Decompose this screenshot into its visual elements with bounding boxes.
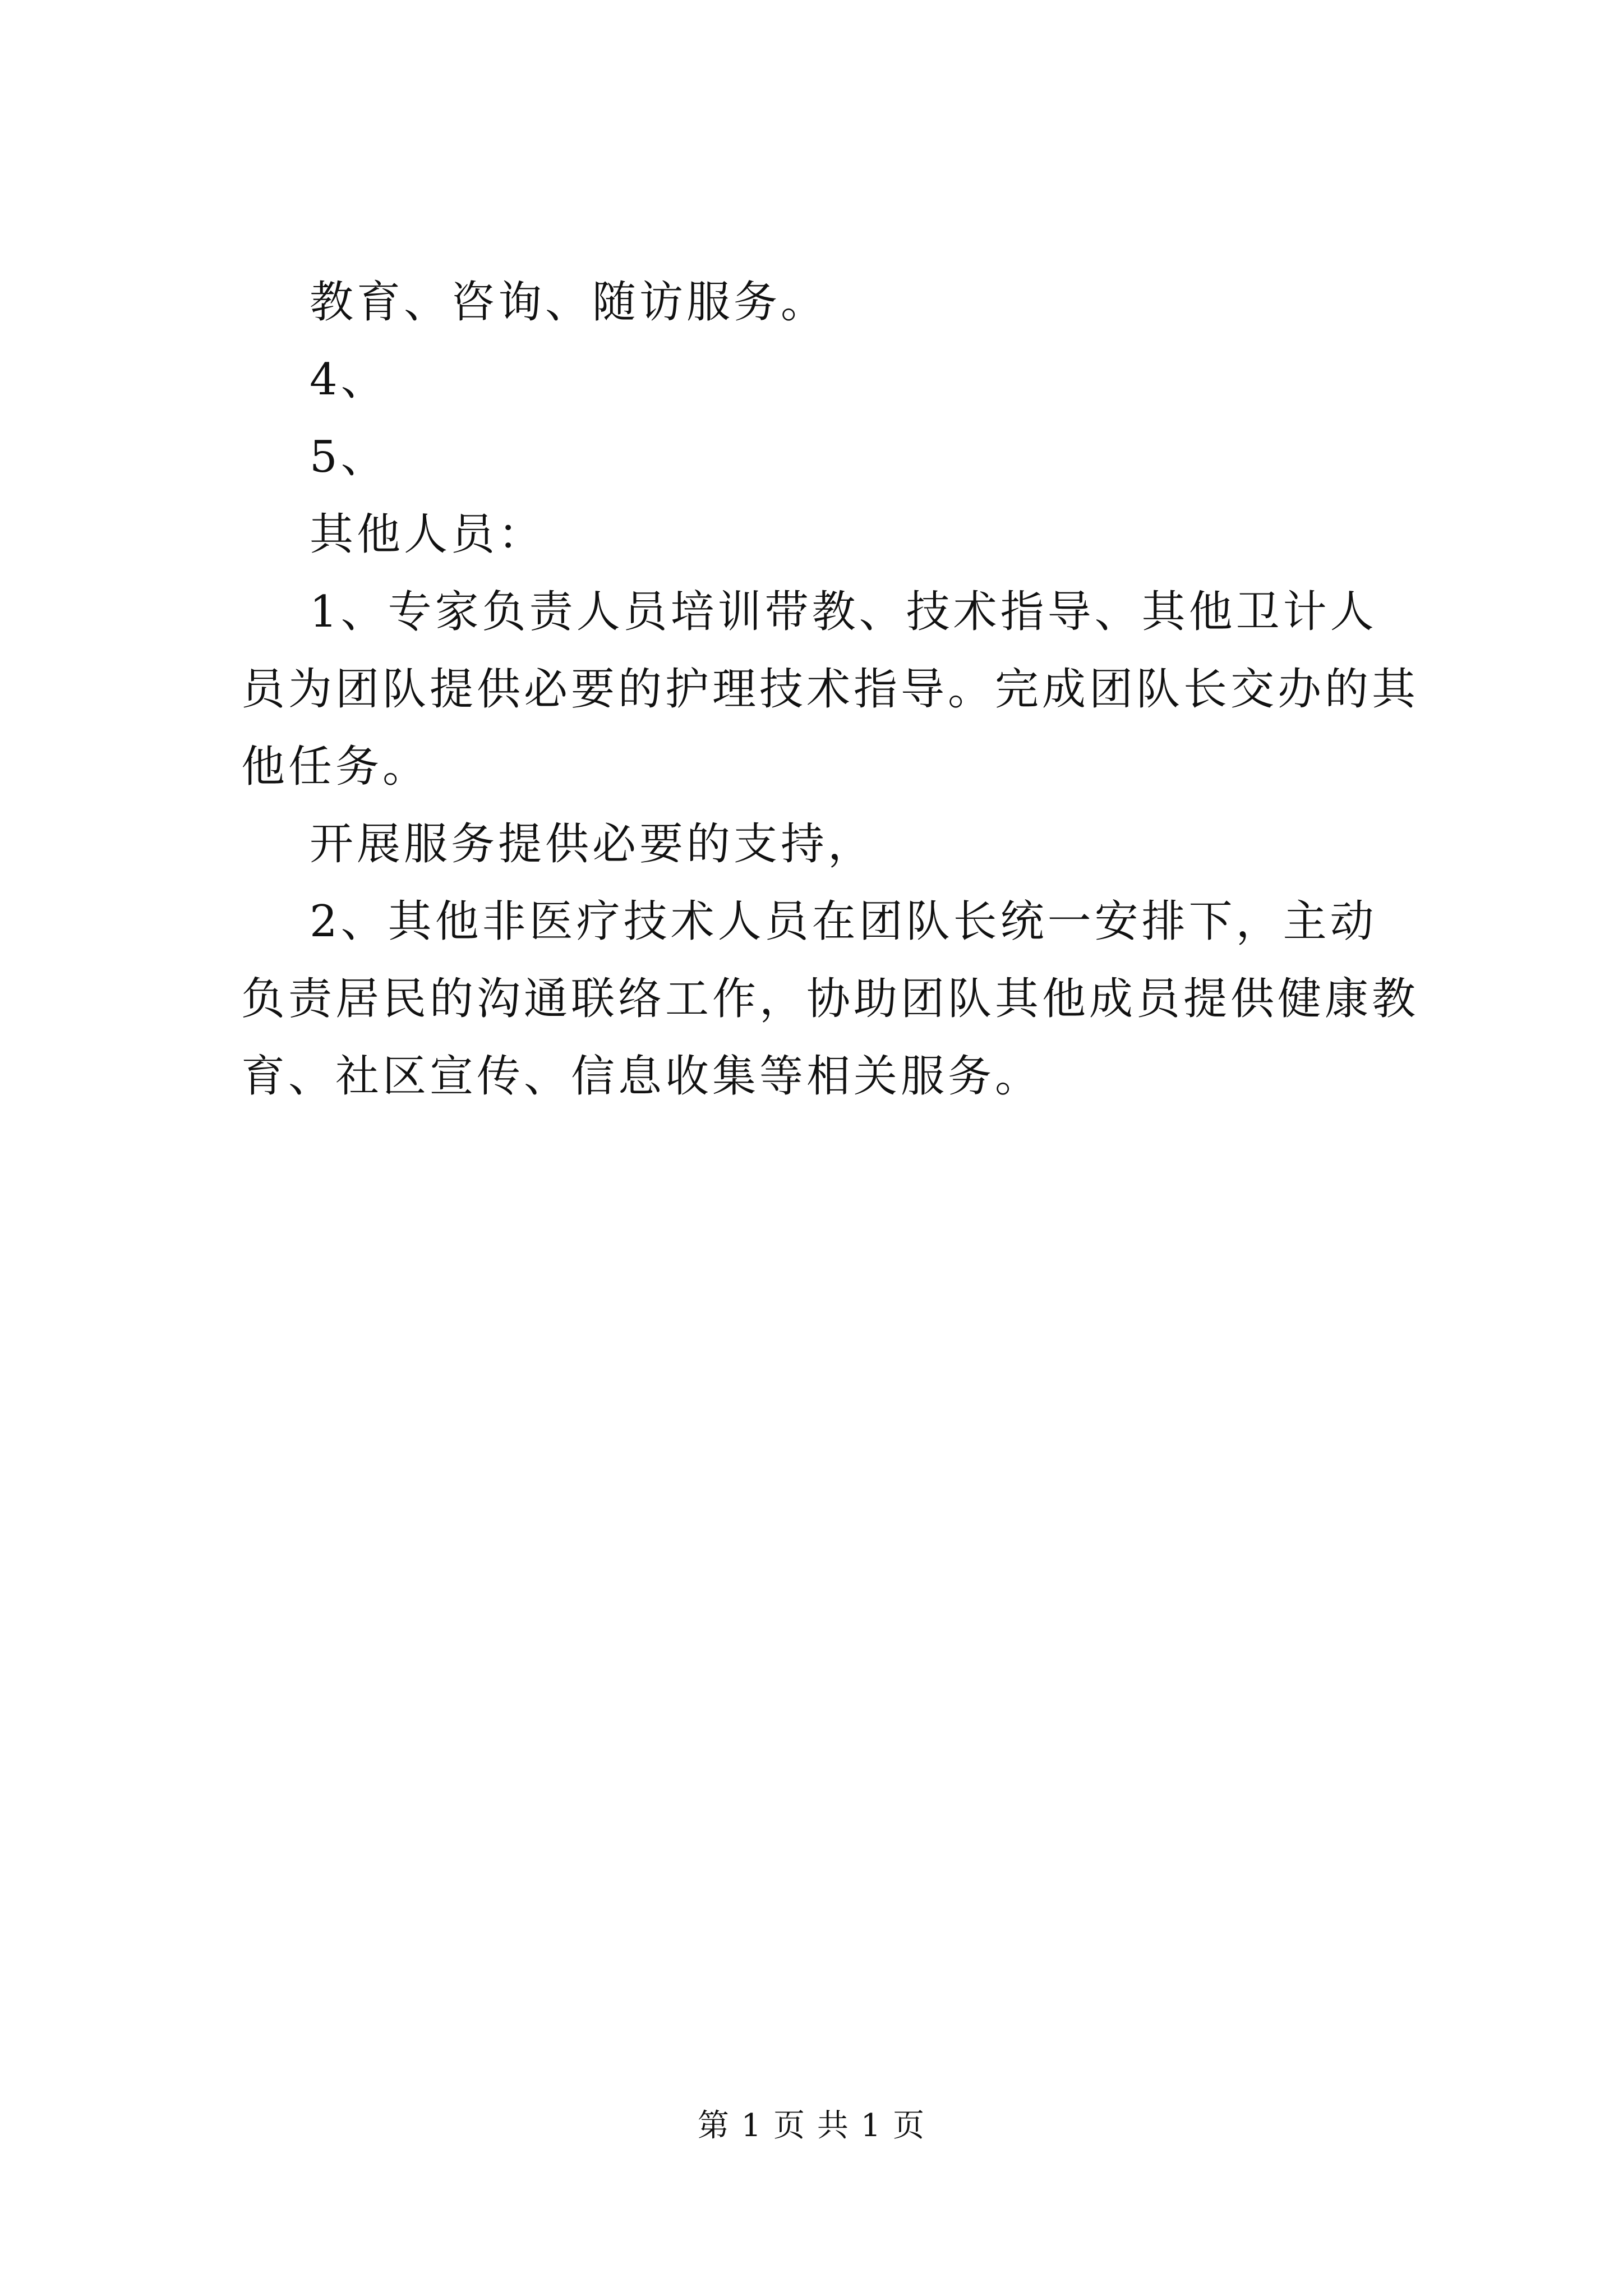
paragraph-6: 开展服务提供必要的支持， xyxy=(310,819,875,869)
page-footer: 第 1 页 共 1 页 xyxy=(697,2108,926,2144)
paragraph-3: 5、 xyxy=(310,432,388,482)
paragraph-1: 教育、咨询、随访服务。 xyxy=(310,277,828,328)
paragraph-5: 1、专家负责人员培训带教、技术指导、其他卫计人员为团队提供必要的护理技术指导。完成团队长交办的其他任务。 xyxy=(241,587,1419,792)
paragraph-2: 4、 xyxy=(310,355,388,405)
document-body xyxy=(241,264,1419,1115)
paragraph-7: 2、其他非医疗技术人员在团队长统一安排下，主动负责居民的沟通联络工作，协助团队其他成员提供健康教育、社区宣传、信息收集等相关服务。 xyxy=(241,896,1419,1102)
paragraph-4: 其他人员： xyxy=(310,509,546,560)
